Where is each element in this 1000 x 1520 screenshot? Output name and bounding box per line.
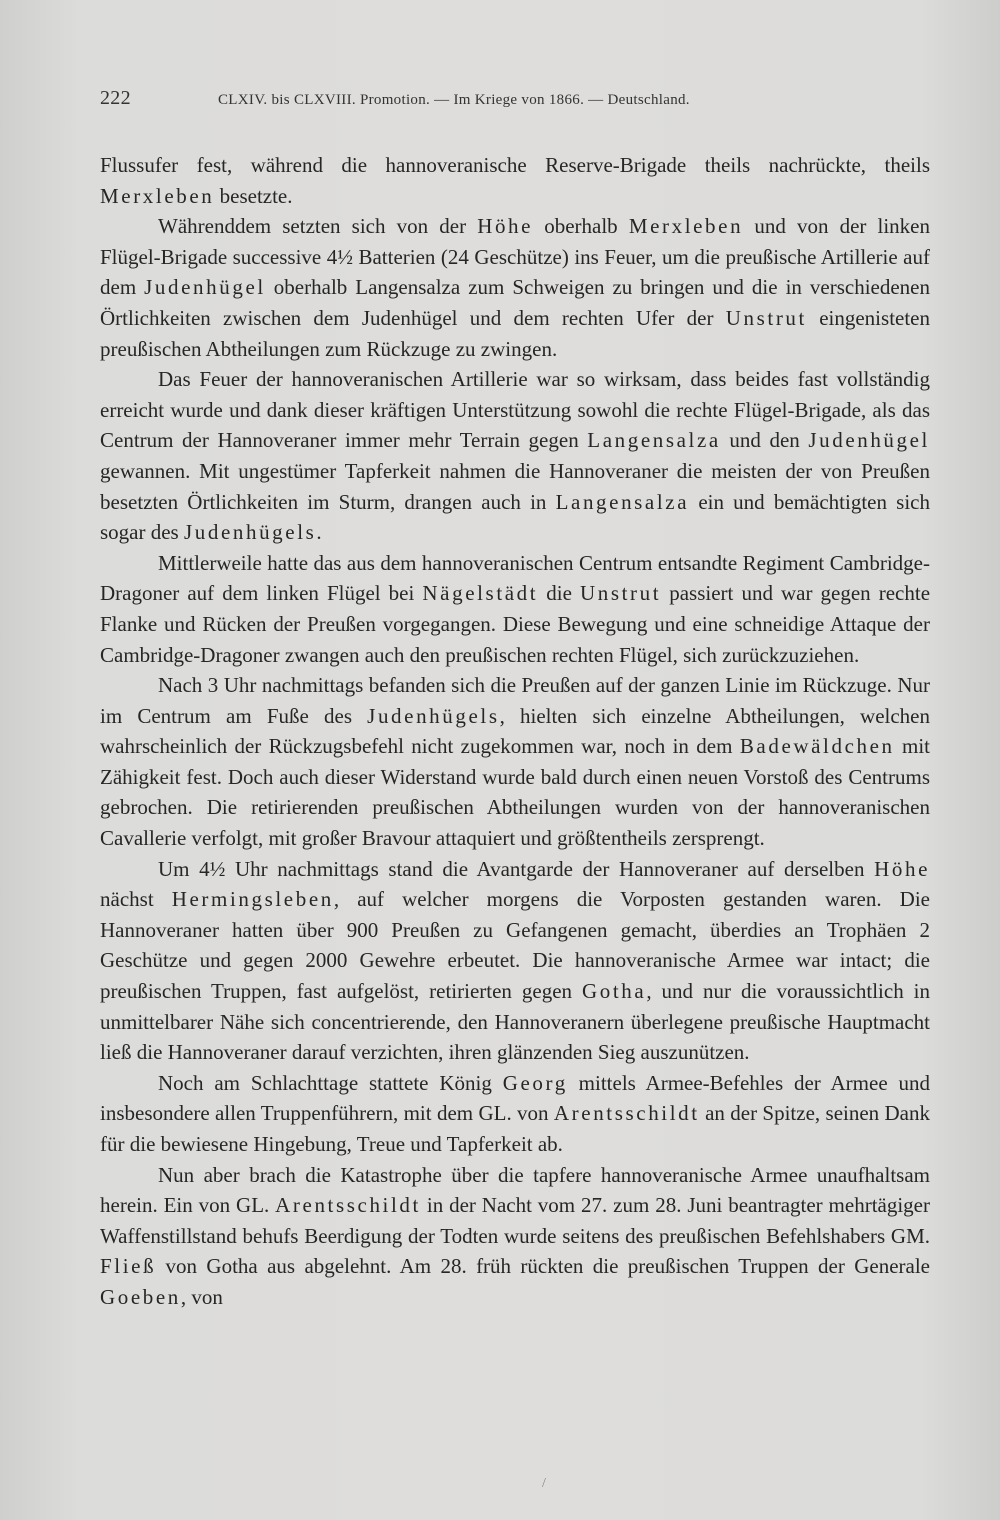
- paragraph: [100, 854, 930, 1068]
- paragraph: [100, 670, 930, 854]
- spaced-name: Judenhügels: [367, 703, 500, 728]
- spaced-name: Langensalza: [587, 428, 721, 453]
- text-run: , und nur die voraussichtlich in unmittelbarer Nähe sich concentrierende, den Hannoveranern überlegene preußische Hauptmacht ließ die Hannoveraner darauf verzichten, ihren glänzenden Sieg auszunützen.: [100, 979, 930, 1065]
- text-run: mittels Armee-Befehles der Armee und insbesondere allen Truppenführern, mit dem GL. von: [100, 1070, 930, 1126]
- text-run: nächst: [100, 887, 172, 912]
- spaced-name: Judenhügels: [183, 520, 317, 545]
- text-run: die: [538, 581, 580, 606]
- body-text: [100, 150, 930, 1313]
- text-run: Währenddem setzten sich von der: [158, 214, 478, 239]
- spaced-name: Judenhügel: [144, 275, 266, 300]
- text-run: Nun aber brach die Katastrophe über die tapfere hannoveranische Armee unaufhaltsam herein. Ein von GL.: [100, 1162, 930, 1218]
- spaced-name: Badewäldchen: [739, 734, 895, 759]
- spaced-name: Unstrut: [725, 305, 807, 330]
- text-run: , hielten sich einzelne Abtheilungen, welchen wahrscheinlich der Rückzugsbefehl nicht zugekommen war, noch in dem: [100, 703, 930, 759]
- spaced-name: Fließ: [100, 1254, 157, 1279]
- spaced-name: Arentsschildt: [553, 1101, 700, 1126]
- text-run: ein und bemächtigten sich sogar des: [100, 489, 930, 545]
- spaced-name: Goeben: [100, 1284, 181, 1309]
- text-run: , auf welcher morgens die Vorposten gestanden waren. Die Hannoveraner hatten über 900 Preußen zu Gefangenen gemacht, überdies an Trophäen 2 Geschütze und gegen 2000 Gewehre erbeutet. Die hannoveranische Armee war intact; die preußischen Truppen, fast aufgelöst, retirierten gegen: [100, 887, 930, 1004]
- text-run: Flussufer fest, während die hannoveranische Reserve-Brigade theils nachrückte, theils: [100, 153, 930, 177]
- running-title: CLXIV. bis CLXVIII. Promotion. — Im Kriege von 1866. — Deutschland.: [218, 92, 690, 108]
- text-run: .: [316, 520, 322, 545]
- paragraph: [100, 150, 930, 211]
- spaced-name: Nägelstädt: [422, 581, 539, 606]
- text-run: mit Zähigkeit fest. Doch auch dieser Widerstand wurde bald durch einen neuen Vorstoß des Centrums gebrochen. Die retirierenden preußischen Abtheilungen wurden von der hannoveranischen Cavallerie verfolgt, mit großer Bravour attaquiert und größtentheils zersprengt.: [100, 734, 930, 851]
- margin-mark: /: [542, 1476, 546, 1491]
- spaced-name: Höhe: [874, 856, 930, 881]
- spaced-name: Unstrut: [579, 581, 662, 606]
- text-run: Um 4½ Uhr nachmittags stand die Avantgarde der Hannoveraner auf derselben: [158, 856, 875, 881]
- text-run: und den: [720, 428, 809, 453]
- text-run: gewannen. Mit ungestümer Tapferkeit nahmen die Hannoveraner die meisten der von Preußen besetzten Örtlichkeiten im Sturm, drangen auch in: [100, 458, 930, 514]
- spaced-name: Merxleben: [100, 183, 215, 208]
- text-run: von Gotha aus abgelehnt. Am 28. früh rückten die preußischen Truppen der Generale: [156, 1254, 930, 1279]
- paragraph: [100, 1160, 930, 1313]
- text-run: oberhalb Langensalza zum Schweigen zu bringen und die in verschiedenen Örtlichkeiten zwischen dem Judenhügel und dem rechten Ufer der: [100, 275, 930, 330]
- text-run: Nach 3 Uhr nachmittags befanden sich die Preußen auf der ganzen Linie im Rückzuge. Nur im Centrum am Fuße des: [100, 673, 930, 728]
- text-run: Mittlerweile hatte das aus dem hannoveranischen Centrum entsandte Regiment Cambridge-Dragoner auf dem linken Flügel bei: [100, 550, 930, 606]
- page-number: 222: [100, 87, 131, 109]
- paragraph: [100, 1068, 930, 1160]
- text-run: Das Feuer der hannoveranischen Artillerie war so wirksam, dass beides fast vollständig erreicht wurde und dank dieser kräftigen Unterstützung sowohl die rechte Flügel-Brigade, als das Centrum der Hannoveraner immer mehr Terrain gegen: [100, 367, 930, 453]
- spaced-name: Gotha: [581, 979, 647, 1004]
- spaced-name: Georg: [502, 1070, 568, 1095]
- text-run: an der Spitze, seinen Dank für die bewiesene Hingebung, Treue und Tapferkeit ab.: [100, 1101, 931, 1156]
- text-run: besetzte.: [214, 183, 293, 208]
- spaced-name: Arentsschildt: [275, 1193, 421, 1218]
- text-run: Noch am Schlachttage stattete König: [158, 1070, 503, 1095]
- paragraph: [100, 548, 930, 670]
- spaced-name: Höhe: [477, 214, 534, 239]
- text-run: in der Nacht vom 27. zum 28. Juni beantragter mehrtägiger Waffenstillstand behufs Beerdigung der Todten wurde seitens des preußischen Befehlshabers GM.: [100, 1193, 930, 1248]
- text-run: , von: [180, 1284, 223, 1309]
- spaced-name: Judenhügel: [808, 428, 930, 453]
- spaced-name: Hermingsleben: [171, 887, 334, 912]
- text-run: eingenisteten preußischen Abtheilungen zum Rückzuge zu zwingen.: [100, 305, 930, 361]
- text-run: oberhalb: [533, 214, 629, 239]
- text-run: und von der linken Flügel-Brigade successive 4½ Batterien (24 Geschütze) ins Feuer, um die preußische Artillerie auf dem: [100, 214, 930, 300]
- text-run: passiert und war gegen rechte Flanke und Rücken der Preußen vorgegangen. Diese Bewegung und eine schneidige Attaque der Cambridge-Dragoner zwangen auch den preußischen rechten Flügel, sich zurückzuziehen.: [100, 581, 931, 667]
- paragraph: [100, 211, 930, 364]
- paragraph: [100, 364, 930, 548]
- spaced-name: Merxleben: [628, 214, 744, 239]
- spaced-name: Langensalza: [555, 489, 690, 514]
